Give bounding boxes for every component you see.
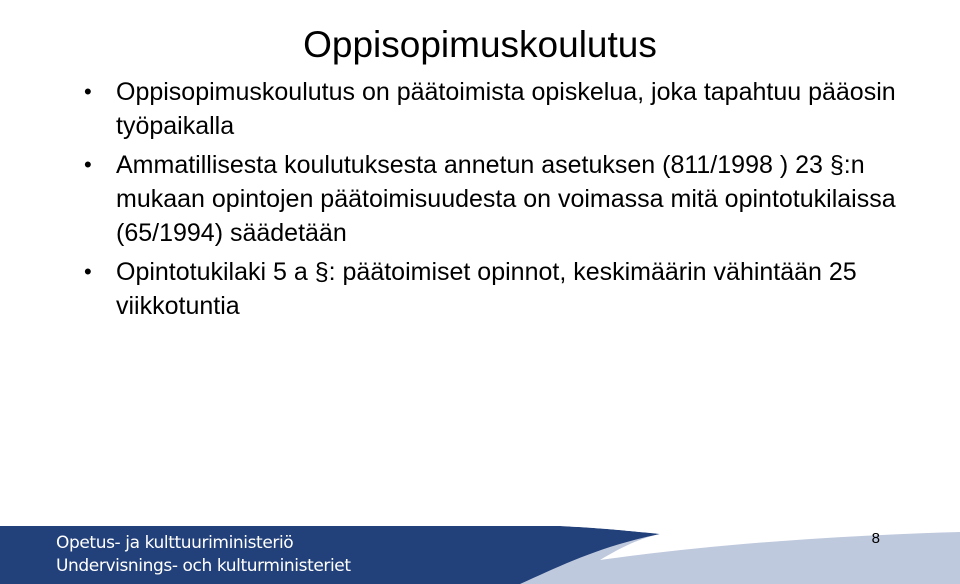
ministry-name-swedish: Undervisnings- och kulturministeriet bbox=[56, 556, 351, 576]
bullet-item bbox=[84, 75, 944, 143]
bullet-list bbox=[84, 75, 944, 328]
bullet-item bbox=[84, 255, 944, 323]
page-number: 8 bbox=[871, 530, 880, 547]
bullet-text: Ammatillisesta koulutuksesta annetun asetuksen (811/1998 ) 23 §:n mukaan opintojen päätoimisuudesta on voimassa mitä opintotukilaissa (65/1994) säädetään bbox=[116, 151, 896, 247]
bullet-marker: • bbox=[84, 79, 92, 104]
footer-banner bbox=[0, 526, 960, 584]
ministry-name-finnish: Opetus- ja kulttuuriministeriö bbox=[56, 533, 294, 553]
bullet-marker: • bbox=[84, 259, 92, 284]
bullet-text: Opintotukilaki 5 a §: päätoimiset opinnot, keskimäärin vähintään 25 viikkotuntia bbox=[116, 258, 857, 320]
bullet-marker: • bbox=[84, 152, 92, 177]
bullet-text: Oppisopimuskoulutus on päätoimista opiskelua, joka tapahtuu pääosin työpaikalla bbox=[116, 78, 896, 140]
bullet-item bbox=[84, 148, 944, 250]
slide-title: Oppisopimuskoulutus bbox=[303, 23, 657, 65]
